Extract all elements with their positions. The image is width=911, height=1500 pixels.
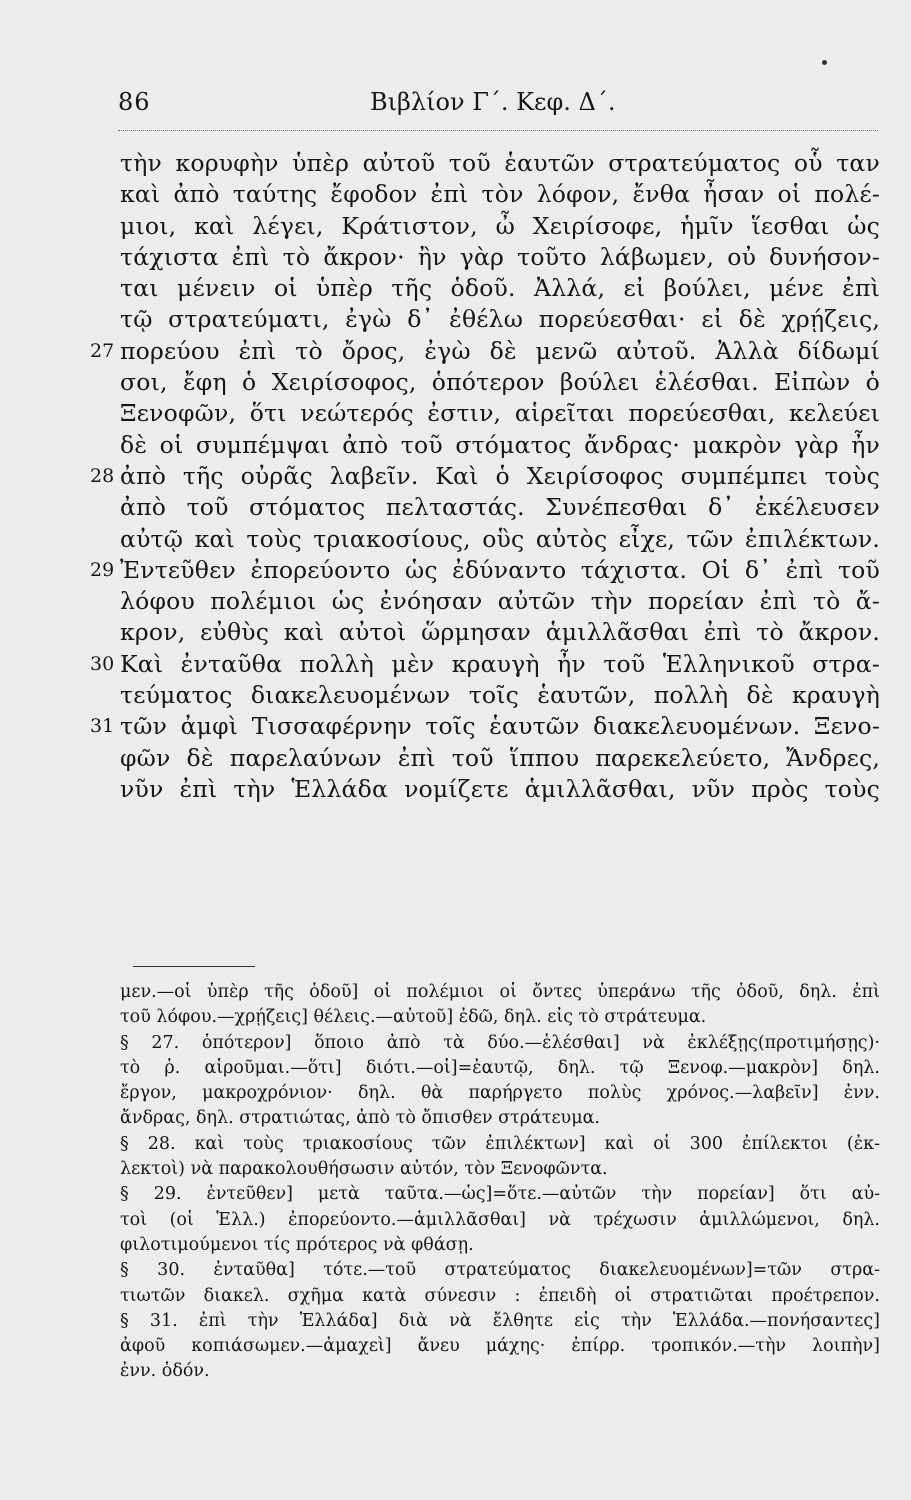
section-number: 28 bbox=[90, 464, 115, 487]
line-text: Ἐντεῦθεν ἐπορεύοντο ὡς ἐδύναντο τάχιστα. Οἱ δ᾽ ἐπὶ τοῦ bbox=[120, 555, 880, 584]
note-text: τοὶ (οἱ Ἑλλ.) ἐπορεύοντο.—ἁμιλλᾶσθαι] νὰ τρέχωσιν ἁμιλλώμενοι, δηλ. bbox=[120, 1209, 880, 1230]
note-line bbox=[0, 1284, 911, 1309]
line-text: Καὶ ἐνταῦθα πολλὴ μὲν κραυγὴ ἦν τοῦ Ἑλληνικοῦ στρα- bbox=[120, 649, 880, 678]
note-text: § 28. καὶ τοὺς τριακοσίους τῶν ἐπιλέκτων] καὶ οἱ 300 ἐπίλεκτοι (ἐκ- bbox=[120, 1133, 880, 1154]
line-text: κρον, εὐθὺς καὶ αὐτοὶ ὥρμησαν ἁμιλλᾶσθαι ἐπὶ τὸ ἄκρον. bbox=[120, 618, 880, 647]
note-line bbox=[0, 980, 911, 1005]
note-line bbox=[0, 1334, 911, 1359]
text-line bbox=[0, 774, 911, 805]
line-text: Ξενοφῶν, ὅτι νεώτερός ἐστιν, αἱρεῖται πορεύεσθαι, κελεύει bbox=[120, 399, 880, 428]
note-text: φιλοτιμούμενοι τίς πρότερος νὰ φθάσῃ. bbox=[120, 1234, 474, 1255]
line-text: φῶν δὲ παρελαύνων ἐπὶ τοῦ ἵππου παρεκελεύετο, Ἄνδρες, bbox=[120, 743, 880, 772]
line-text: τεύματος διακελευομένων τοῖς ἑαυτῶν, πολλὴ δὲ κραυγὴ bbox=[120, 681, 880, 710]
line-text: αὐτῷ καὶ τοὺς τριακοσίους, οὓς αὐτὸς εἶχε, τῶν ἐπιλέκτων. bbox=[120, 524, 880, 553]
line-text: ται μένειν οἱ ὑπὲρ τῆς ὁδοῦ. Ἀλλά, εἰ βούλει, μένε ἐπὶ bbox=[120, 274, 880, 303]
note-line bbox=[0, 1208, 911, 1233]
note-text: ἄνδρας, δηλ. στρατιώτας, ἀπὸ τὸ ὄπισθεν στράτευμα. bbox=[120, 1108, 600, 1129]
line-text: ἀπὸ τῆς οὐρᾶς λαβεῖν. Καὶ ὁ Χειρίσοφος συμπέμπει τοὺς bbox=[120, 461, 880, 490]
section-number: 27 bbox=[90, 339, 115, 362]
text-line bbox=[0, 711, 911, 742]
note-text: τὸ ῥ. αἱροῦμαι.—ὅτι] διότι.—οἱ]=ἑαυτῷ, δηλ. τῷ Ξενοφ.—μακρὸν] δηλ. bbox=[120, 1057, 880, 1078]
note-line bbox=[0, 1157, 911, 1182]
note-text: ἀφοῦ κοπιάσωμεν.—ἀμαχεὶ] ἄνευ μάχης· ἐπίρρ. τροπικόν.—τὴν λοιπὴν] bbox=[120, 1336, 880, 1357]
note-line bbox=[0, 1056, 911, 1081]
note-line bbox=[0, 1258, 911, 1283]
text-line bbox=[0, 242, 911, 273]
line-text: ἀπὸ τοῦ στόματος πελταστάς. Συνέπεσθαι δ᾽ ἐκέλευσεν bbox=[120, 493, 880, 522]
note-line bbox=[0, 1233, 911, 1258]
line-text: λόφου πολέμιοι ὡς ἐνόησαν αὐτῶν τὴν πορείαν ἐπὶ τὸ ἄ- bbox=[120, 587, 880, 616]
line-text: δὲ οἱ συμπέμψαι ἀπὸ τοῦ στόματος ἄνδρας· μακρὸν γὰρ ἦν bbox=[120, 430, 880, 459]
text-line bbox=[0, 524, 911, 555]
text-line bbox=[0, 492, 911, 523]
note-line bbox=[0, 1031, 911, 1056]
text-line bbox=[0, 367, 911, 398]
commentary-notes bbox=[0, 980, 911, 1385]
note-text: § 27. ὁπότερον] ὅποιο ἀπὸ τὰ δύο.—ἑλέσθαι] νὰ ἐκλέξῃς(προτιμήσῃς)· bbox=[120, 1032, 880, 1053]
line-text: τῷ στρατεύματι, ἐγὼ δ᾽ ἐθέλω πορεύεσθαι· εἰ δὲ χρῄζεις, bbox=[120, 305, 880, 334]
text-line bbox=[0, 555, 911, 586]
note-text: τοῦ λόφου.—χρῄζεις] θέλεις.—αὐτοῦ] ἐδῶ, δηλ. εἰς τὸ στράτευμα. bbox=[120, 1007, 707, 1028]
text-line bbox=[0, 680, 911, 711]
text-line bbox=[0, 461, 911, 492]
text-line bbox=[0, 148, 911, 179]
line-text: τάχιστα ἐπὶ τὸ ἄκρον· ἢν γὰρ τοῦτο λάβωμεν, οὐ δυνήσον- bbox=[120, 242, 880, 271]
line-text: σοι, ἔφη ὁ Χειρίσοφος, ὁπότερον βούλει ἑλέσθαι. Εἰπὼν ὁ bbox=[120, 368, 880, 397]
note-text: ἐνν. ὁδόν. bbox=[120, 1361, 210, 1382]
footnote-rule bbox=[133, 966, 255, 967]
section-number: 31 bbox=[90, 715, 115, 738]
section-number: 29 bbox=[90, 558, 115, 581]
note-text: ἔργον, μακροχρόνιον· δηλ. θὰ παρήργετο πολὺς χρόνος.—λαβεῖν] ἐνν. bbox=[120, 1083, 880, 1104]
text-line bbox=[0, 649, 911, 680]
line-text: νῦν ἐπὶ τὴν Ἑλλάδα νομίζετε ἁμιλλᾶσθαι, νῦν πρὸς τοὺς bbox=[120, 774, 880, 803]
line-text: τὴν κορυφὴν ὑπὲρ αὐτοῦ τοῦ ἑαυτῶν στρατεύματος οὗ ταν bbox=[120, 149, 880, 177]
line-text: καὶ ἀπὸ ταύτης ἔφοδον ἐπὶ τὸν λόφον, ἔνθα ἦσαν οἱ πολέ- bbox=[120, 180, 880, 209]
note-text: μεν.—οἱ ὑπὲρ τῆς ὁδοῦ] οἱ πολέμιοι οἱ ὄντες ὑπεράνω τῆς ὁδοῦ, δηλ. ἐπὶ bbox=[120, 982, 880, 1002]
note-text: § 30. ἐνταῦθα] τότε.—τοῦ στρατεύματος διακελευομένων]=τῶν στρα- bbox=[120, 1260, 880, 1281]
note-line bbox=[0, 1106, 911, 1131]
line-text: τῶν ἀμφὶ Τισσαφέρνην τοῖς ἑαυτῶν διακελευομένων. Ξενο- bbox=[120, 712, 880, 741]
text-line bbox=[0, 586, 911, 617]
note-line bbox=[0, 1081, 911, 1106]
line-text: πορεύου ἐπὶ τὸ ὄρος, ἐγὼ δὲ μενῶ αὐτοῦ. Ἀλλὰ δίδωμί bbox=[120, 336, 880, 365]
main-text bbox=[0, 148, 911, 805]
text-line bbox=[0, 211, 911, 242]
text-line bbox=[0, 398, 911, 429]
page-header bbox=[118, 88, 878, 128]
text-line bbox=[0, 179, 911, 210]
note-line bbox=[0, 1182, 911, 1207]
line-text: μιοι, καὶ λέγει, Κράτιστον, ὦ Χειρίσοφε, ἡμῖν ἵεσθαι ὡς bbox=[120, 211, 880, 240]
note-line bbox=[0, 1132, 911, 1157]
ink-speck bbox=[822, 60, 827, 65]
page-number: 86 bbox=[118, 88, 151, 116]
note-text: § 31. ἐπὶ τὴν Ἑλλάδα] διὰ νὰ ἔλθητε εἰς τὴν Ἑλλάδα.—πονήσαντες] bbox=[120, 1310, 880, 1331]
section-number: 30 bbox=[90, 652, 115, 675]
header-rule bbox=[118, 130, 878, 131]
text-line bbox=[0, 743, 911, 774]
note-text: § 29. ἐντεῦθεν] μετὰ ταῦτα.—ὡς]=ὅτε.—αὐτῶν τὴν πορείαν] ὅτι αὐ- bbox=[120, 1184, 880, 1205]
text-line bbox=[0, 430, 911, 461]
note-text: λεκτοὶ) νὰ παρακολουθήσωσιν αὐτόν, τὸν Ξενοφῶντα. bbox=[120, 1159, 608, 1180]
text-line bbox=[0, 304, 911, 335]
text-line bbox=[0, 617, 911, 648]
running-title: Βιβλίον Γ΄. Κεφ. Δ΄. bbox=[370, 88, 616, 116]
note-line bbox=[0, 1309, 911, 1334]
note-line bbox=[0, 1359, 911, 1384]
note-text: τιωτῶν διακελ. σχῆμα κατὰ σύνεσιν : ἐπειδὴ οἱ στρατιῶται προέτρεπον. bbox=[120, 1285, 880, 1306]
text-line bbox=[0, 336, 911, 367]
text-line bbox=[0, 273, 911, 304]
note-line bbox=[0, 1005, 911, 1030]
